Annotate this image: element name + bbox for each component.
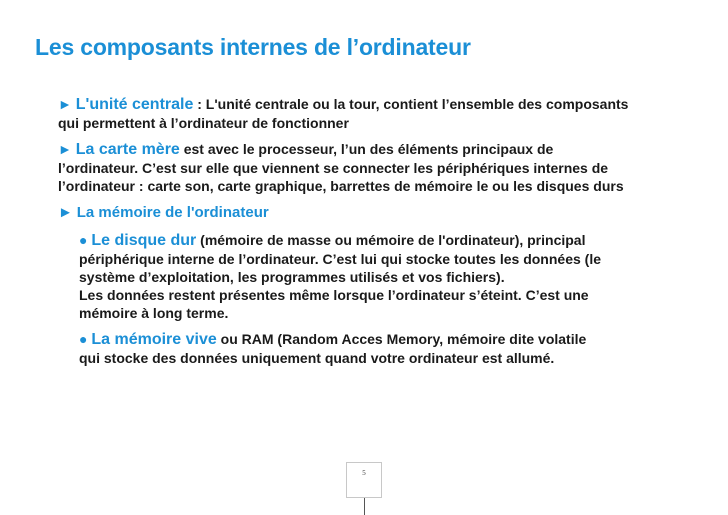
label-memoire: La mémoire de l'ordinateur bbox=[76, 204, 269, 221]
text-disque-dur-line1: (mémoire de masse ou mémoire de l'ordinateur), principal bbox=[196, 232, 586, 248]
page-title: Les composants internes de l’ordinateur bbox=[35, 34, 471, 60]
paragraph-disque-dur bbox=[79, 231, 719, 322]
label-unite-centrale: L'unité centrale bbox=[75, 96, 194, 113]
paragraph-memoire-vive bbox=[79, 330, 719, 367]
label-memoire-vive: La mémoire vive bbox=[91, 331, 217, 348]
text-unite-centrale-line1: : L'unité centrale ou la tour, contient l’ensemble des composants bbox=[193, 96, 629, 112]
text-disque-dur-line2: périphérique interne de l’ordinateur. C’est lui qui stocke toutes les données (le bbox=[79, 251, 601, 267]
dot-bullet-icon: ● bbox=[79, 331, 88, 347]
dot-bullet-icon: ● bbox=[79, 232, 88, 248]
arrow-bullet-icon: ► bbox=[58, 96, 72, 112]
text-carte-mere-line3: l’ordinateur : carte son, carte graphique, barrettes de mémoire le ou les disques durs bbox=[58, 178, 624, 194]
text-carte-mere-line1: est avec le processeur, l’un des éléments principaux de bbox=[179, 141, 554, 157]
heading-memoire bbox=[58, 203, 718, 222]
arrow-bullet-icon: ► bbox=[58, 204, 73, 221]
arrow-bullet-icon: ► bbox=[58, 141, 72, 157]
paragraph-carte-mere bbox=[58, 140, 718, 195]
text-disque-dur-line3: système d’exploitation, les programmes utilisés et vos fichiers). bbox=[79, 269, 505, 285]
page-divider-line bbox=[364, 498, 365, 515]
page-number: 5 bbox=[362, 469, 366, 477]
text-disque-dur-line4: Les données restent présentes même lorsque l’ordinateur s’éteint. C’est une bbox=[79, 287, 589, 303]
text-unite-centrale-line2: qui permettent à l’ordinateur de fonctionner bbox=[58, 115, 349, 131]
text-memoire-vive-line2: qui stocke des données uniquement quand votre ordinateur est allumé. bbox=[79, 350, 555, 366]
page-number-box bbox=[346, 462, 382, 498]
paragraph-unite-centrale bbox=[58, 95, 718, 132]
text-disque-dur-line5: mémoire à long terme. bbox=[79, 305, 229, 321]
text-carte-mere-line2: l’ordinateur. C’est sur elle que viennent se connecter les périphériques internes de bbox=[58, 160, 609, 176]
label-carte-mere: La carte mère bbox=[75, 141, 180, 158]
label-disque-dur: Le disque dur bbox=[91, 232, 197, 249]
text-memoire-vive-line1: ou RAM (Random Acces Memory, mémoire dite volatile bbox=[216, 331, 587, 347]
